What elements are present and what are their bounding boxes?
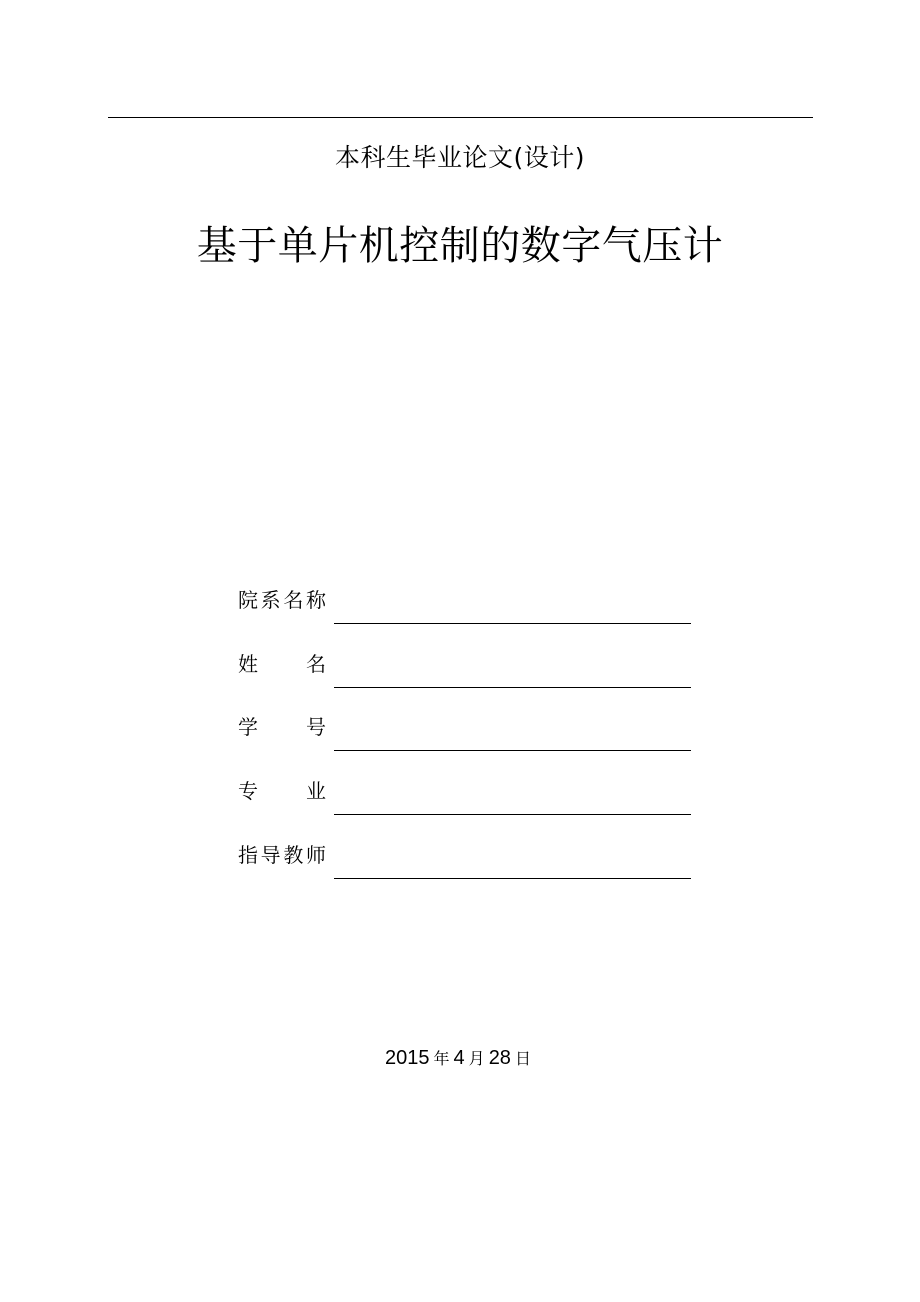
label-char: 姓 [238, 652, 258, 676]
info-label-advisor [238, 840, 326, 870]
top-divider [108, 117, 813, 118]
label-char: 教 [283, 843, 304, 867]
info-label-name [238, 649, 326, 679]
label-char: 系 [260, 588, 281, 612]
info-row-department [238, 585, 698, 625]
label-char: 称 [305, 588, 326, 612]
label-char: 学 [238, 715, 258, 739]
label-char: 院 [238, 588, 258, 612]
student-id-underline [334, 750, 691, 751]
label-char: 号 [306, 715, 326, 739]
info-row-name [238, 649, 698, 689]
info-row-student-id [238, 712, 698, 752]
name-underline [334, 687, 691, 688]
info-label-major [238, 776, 326, 806]
label-char: 名 [283, 588, 304, 612]
info-label-department [238, 585, 326, 615]
submission-date [0, 1042, 920, 1074]
label-char: 名 [306, 652, 326, 676]
label-char: 师 [305, 843, 326, 867]
date-month: 4 [453, 1047, 465, 1069]
date-year: 2015 [385, 1047, 430, 1069]
document-type-heading: 本科生毕业论文(设计) [334, 143, 585, 172]
thesis-title: 基于单片机控制的数字气压计 [196, 223, 724, 269]
advisor-underline [334, 878, 691, 879]
date-day: 28 [488, 1047, 511, 1069]
label-char: 指 [238, 843, 258, 867]
label-char: 导 [260, 843, 281, 867]
info-label-student-id [238, 712, 326, 742]
date-day-unit: 日 [514, 1049, 531, 1068]
department-underline [334, 623, 691, 624]
date-year-unit: 年 [433, 1049, 450, 1068]
date-month-unit: 月 [468, 1049, 485, 1068]
info-row-advisor [238, 840, 698, 880]
info-row-major [238, 776, 698, 816]
label-char: 专 [238, 779, 258, 803]
major-underline [334, 814, 691, 815]
label-char: 业 [306, 779, 326, 803]
